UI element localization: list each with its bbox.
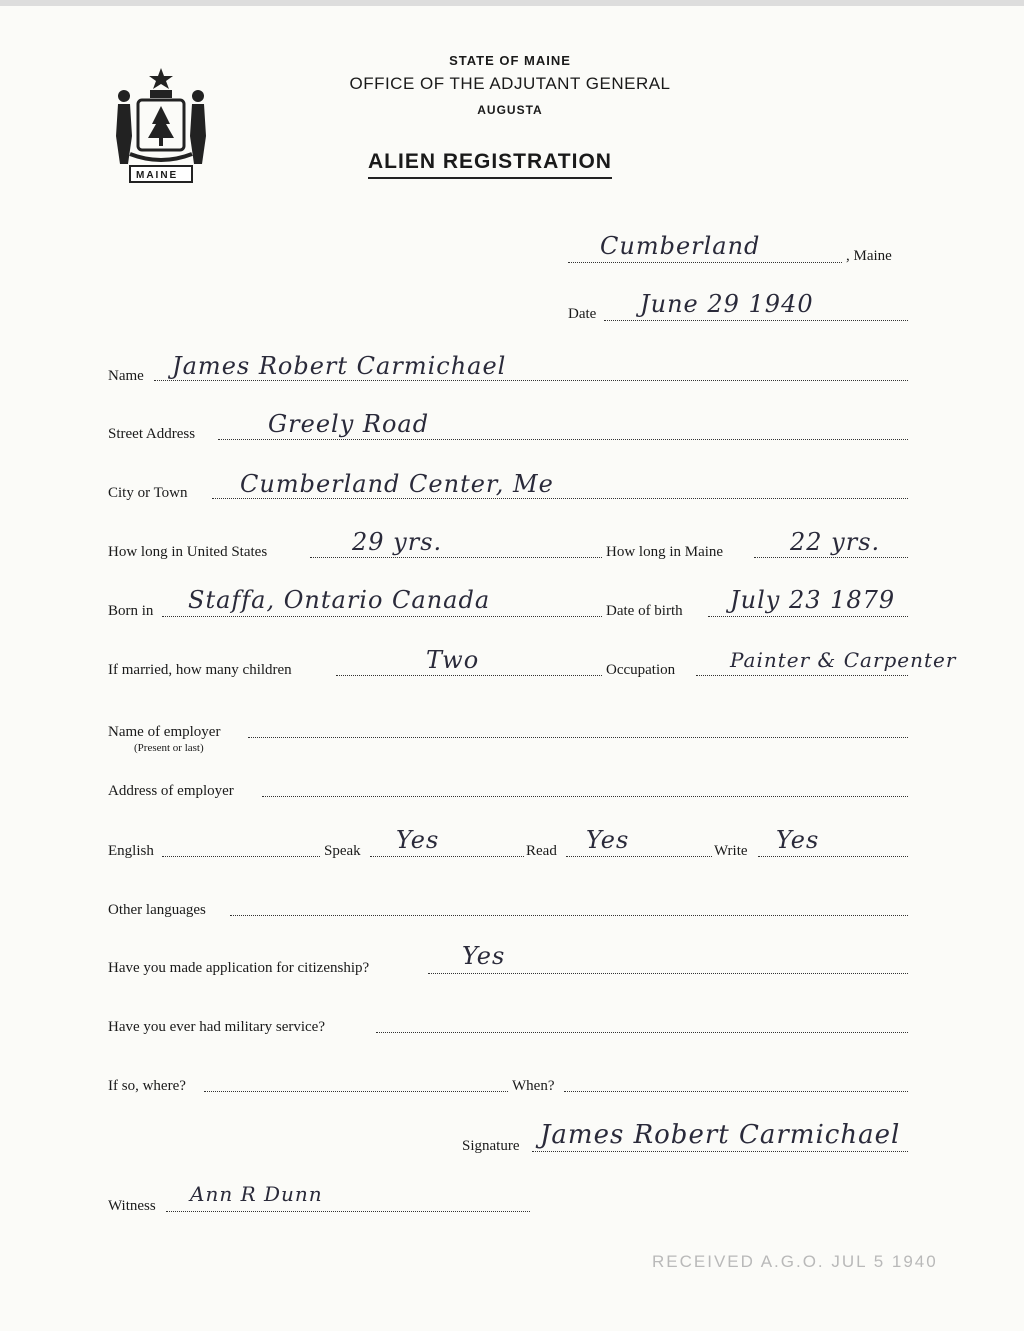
employer-address-line [262,796,908,797]
read-line [566,856,712,857]
other-languages-line [230,915,908,916]
citizenship-value: Yes [462,942,506,970]
date-label: Date [568,306,597,322]
children-value: Two [426,646,480,674]
occupation-value: Painter & Carpenter [730,648,957,672]
street-line [218,439,908,440]
read-label: Read [526,843,557,859]
street-label: Street Address [108,426,196,442]
english-label: English [108,843,154,859]
street-value: Greely Road [268,410,430,438]
witness-label: Witness [108,1198,156,1214]
seal-caption: MAINE [136,170,179,181]
children-label: If married, how many children [108,662,292,678]
speak-line [370,856,524,857]
occupation-label: Occupation [606,662,676,678]
city-label: City or Town [108,485,188,501]
us-duration-value: 29 yrs. [352,528,443,556]
received-stamp: RECEIVED A.G.O. JUL 5 1940 [652,1252,938,1271]
maine-duration-label: How long in Maine [606,544,724,560]
dob-label: Date of birth [606,603,683,619]
us-duration-line [310,557,602,558]
born-in-label: Born in [108,603,154,619]
date-value: June 29 1940 [640,290,814,318]
maine-label: , Maine [846,248,892,264]
signature-label: Signature [462,1138,520,1154]
other-languages-label: Other languages [108,902,206,918]
dob-line [708,616,908,617]
form-title: ALIEN REGISTRATION [368,150,612,179]
employer-label: Name of employer [108,724,221,740]
employer-line [248,737,908,738]
city-value: Cumberland Center, Me [240,470,554,498]
citizenship-label: Have you made application for citizenship? [108,960,370,976]
scan-edge [0,0,1024,6]
employer-sublabel: (Present or last) [134,742,204,754]
name-label: Name [108,368,144,384]
witness-value: Ann R Dunn [190,1182,323,1206]
town-value: Cumberland [600,232,761,260]
citizenship-line [428,973,908,974]
signature-value: James Robert Carmichael [540,1120,901,1150]
occupation-line [696,675,908,676]
children-line [336,675,602,676]
city-line [212,498,908,499]
speak-value: Yes [396,826,440,854]
name-value: James Robert Carmichael [172,352,507,380]
maine-duration-line [754,557,908,558]
employer-address-label: Address of employer [108,783,234,799]
header-city: AUGUSTA [477,103,543,117]
born-in-line [162,616,602,617]
read-value: Yes [586,826,630,854]
where-label: If so, where? [108,1078,186,1094]
military-line [376,1032,908,1033]
where-line [204,1091,508,1092]
maine-duration-value: 22 yrs. [790,528,881,556]
date-line [604,320,908,321]
write-line [758,856,908,857]
write-label: Write [714,843,748,859]
name-line [154,380,908,381]
born-in-value: Staffa, Ontario Canada [188,586,491,614]
us-duration-label: How long in United States [108,544,268,560]
signature-line [532,1151,908,1152]
speak-label: Speak [324,843,361,859]
town-line [568,262,842,263]
military-label: Have you ever had military service? [108,1019,325,1035]
witness-line [166,1211,530,1212]
dob-value: July 23 1879 [730,586,896,614]
when-line [564,1091,908,1092]
english-line [162,856,320,857]
header-state: STATE OF MAINE [449,53,571,68]
when-label: When? [512,1078,555,1094]
write-value: Yes [776,826,820,854]
header-office: OFFICE OF THE ADJUTANT GENERAL [349,74,671,93]
